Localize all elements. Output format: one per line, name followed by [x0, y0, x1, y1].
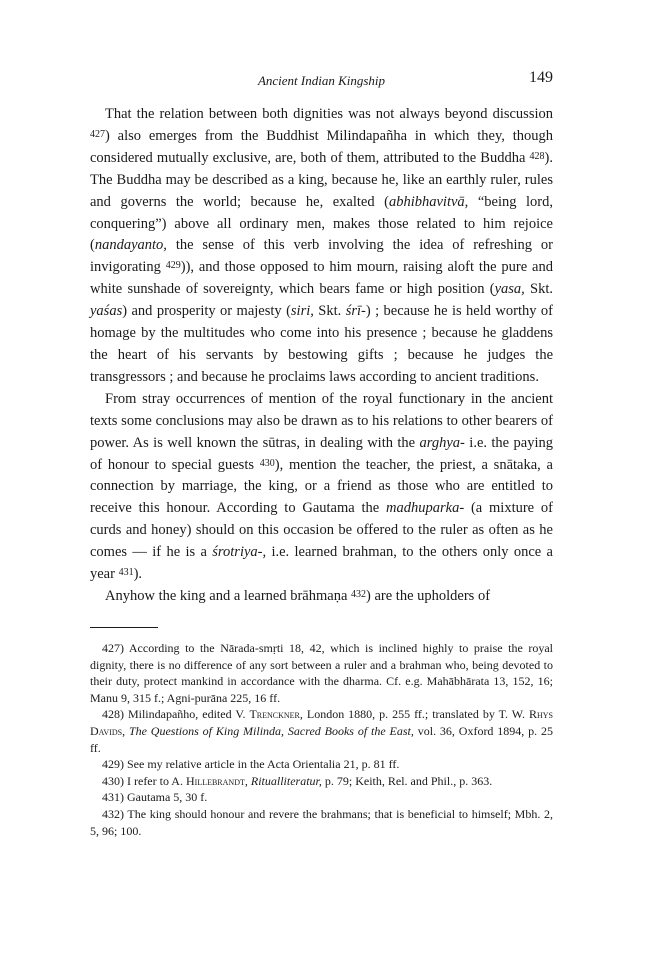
author-name: Trenckner	[249, 707, 300, 722]
page-number: 149	[529, 69, 553, 86]
footnote-431: 431) Gautama 5, 30 f.	[102, 790, 208, 805]
footnote-divider	[90, 627, 158, 628]
author-name: Hillebrandt	[185, 773, 245, 788]
italic-term: nandayanto,	[94, 237, 167, 254]
footnotes	[90, 640, 553, 839]
footnote-427: 427) According to the Nārada-smṛti 18, 42, which is inclined highly to praise the royal dignity, there is no difference of any sort between a ruler and a brahman who, being devoted to their duty, protect mankind in accordance with the dharma. Cf. e.g. Mahābhārata 13, 152, 16; Manu 9, 315 f.; Agni-purāna 225, 16 ff.	[90, 641, 553, 705]
footnote-ref: 429	[165, 260, 181, 272]
footnote-432: 432) The king should honour and revere the brahmans; that is beneficial to himself; Mbh. 2, 5, 96; 100.	[90, 806, 553, 838]
footnote-ref: 432	[351, 588, 367, 600]
italic-term: abhibhavitvā,	[388, 193, 469, 210]
footnote-ref: 431	[118, 567, 134, 579]
paragraph: That the relation between both dignities was not always beyond discussion $^{427}$) also emerges from the Buddhist Milindapañha in which they, though considered mutually exclusive, are, both of them, attributed to the Buddha $^{428}$). The Buddha may be described as a king, because he, like an earthly ruler, rules and governs the world; because he, exalted (abhibhavitvā, “being lord, conquering”) above all ordinary men, makes those related to him rejoice (nandayanto, the sense of this verb involving the idea of refreshing or invigorating $^{429}$)), and those opposed to him mourn, raising aloft the pure and white sunshade of sovereignty, which bears fame or high position (yasa, Skt. yaśas) and prosperity or majesty (siri, Skt. śrī-) ; because he is held worthy of homage by the multitudes who come into his presence ; because he gladdens the heart of his servants by bestowing gifts ; because he judges the transgressors ; and because he proclaims laws according to ancient traditions.	[90, 106, 554, 385]
footnote-ref: 430	[259, 457, 275, 469]
italic-term: yasa,	[494, 281, 525, 298]
main-text	[90, 104, 553, 608]
footnote-429: 429) See my relative article in the Acta Orientalia 21, p. 81 ff.	[102, 757, 400, 772]
footnote-ref: 427	[90, 128, 105, 140]
paragraph: Anyhow the king and a learned brāhmaṇa $^{432}$) are the upholders of	[105, 587, 491, 604]
italic-term: siri,	[290, 303, 314, 320]
running-title: Ancient Indian Kingship	[257, 73, 386, 88]
footnote-ref: 428	[529, 150, 545, 162]
author-name: Rhys Davids	[90, 707, 553, 738]
italic-term: madhuparka-	[386, 500, 465, 517]
footnote-430: 430) I refer to A. Hillebrandt, Ritualliteratur, p. 79; Keith, Rel. and Phil., p. 363.	[102, 773, 493, 788]
italic-term: arghya-	[419, 434, 465, 451]
italic-term: śrotriya-,	[212, 544, 267, 561]
book-title: The Questions of King Milinda, Sacred Books of the East,	[128, 723, 414, 738]
paragraph: From stray occurrences of mention of the royal functionary in the ancient texts some conclusions may also be drawn as to his relations to other bearers of power. As is well known the sūtras, in dealing with the arghya- i.e. the paying of honour to special guests $^{430}$), mention the teacher, the priest, a snātaka, a connection by marriage, the king, or a friend as those who are entitled to receive this honour. According to Gautama the madhuparka- (a mixture of curds and honey) should on this occasion be offered to the ruler as often as he comes — if he is a śrotriya-, i.e. learned brahman, to the others only once a year $^{431}$).	[90, 390, 553, 583]
book-title: Ritualliteratur,	[250, 773, 322, 788]
running-header	[90, 68, 553, 92]
italic-term: śrī-	[345, 303, 366, 320]
italic-term: yaśas	[90, 303, 123, 320]
footnote-428: 428) Milindapañho, edited V. Trenckner, London 1880, p. 255 ff.; translated by T. W. Rhys Davids, The Questions of King Milinda, Sacred Books of the East, vol. 36, Oxford 1894, p. 25 ff.	[90, 707, 554, 755]
